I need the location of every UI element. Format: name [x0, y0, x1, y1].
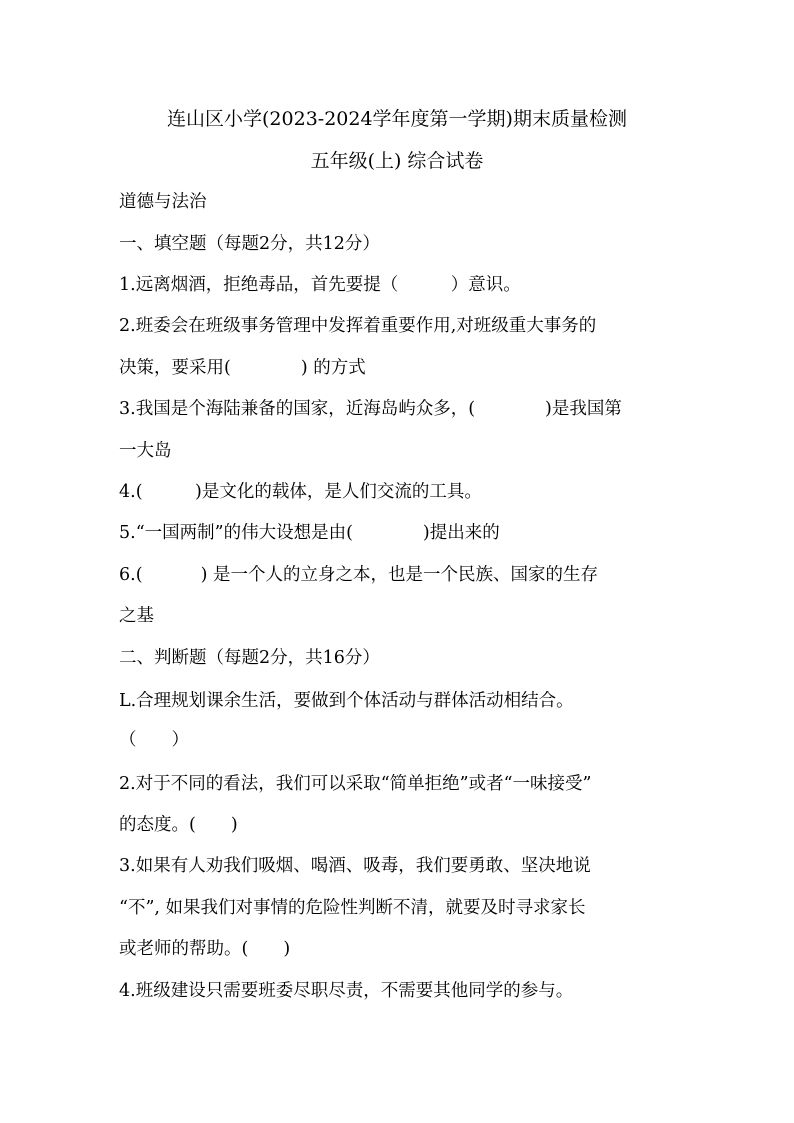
exam-title: 连山区小学(2023-2024学年度第一学期)期末质量检测	[167, 108, 627, 130]
question-6-line-2: 之基	[119, 606, 154, 626]
question-4: 4.( )是文化的载体，是人们交流的工具。	[119, 482, 482, 502]
question-2-line-2: 决策，要采用( ) 的方式	[119, 358, 366, 378]
judgement-2-line-1: 2.对于不同的看法，我们可以采取“简单拒绝”或者“一味接受”	[119, 774, 592, 794]
question-1: 1.远离烟酒，拒绝毒品，首先要提（ ）意识。	[119, 275, 521, 295]
judgement-2-line-2: 的态度。( )	[119, 815, 238, 835]
section-heading-fill-blank: 一、填空题（每题2分，共12分）	[119, 234, 380, 254]
question-2-line-1: 2.班委会在班级事务管理中发挥着重要作用,对班级重大事务的	[119, 316, 597, 336]
judgement-3-line-2: “不”, 如果我们对事情的危险性判断不清，就要及时寻求家长	[119, 898, 586, 918]
question-3-line-1: 3.我国是个海陆兼备的国家，近海岛屿众多，( )是我国第	[119, 399, 622, 419]
judgement-3-line-1: 3.如果有人劝我们吸烟、喝酒、吸毒，我们要勇敢、坚决地说	[119, 856, 591, 876]
subject-heading: 道德与法治	[119, 192, 207, 212]
question-5: 5.“一国两制”的伟大设想是由( )提出来的	[119, 523, 500, 543]
question-3-line-2: 一大岛	[119, 441, 172, 461]
section-heading-true-false: 二、判断题（每题2分，共16分）	[119, 648, 380, 668]
judgement-1-line-1: L.合理规划课余生活，要做到个体活动与群体活动相结合。	[119, 691, 574, 711]
question-6-line-1: 6.( ) 是一个人的立身之本，也是一个民族、国家的生存	[119, 565, 598, 585]
judgement-4-line-1: 4.班级建设只需要班委尽职尽责，不需要其他同学的参与。	[119, 981, 574, 1001]
exam-subtitle: 五年级(上) 综合试卷	[310, 150, 484, 172]
judgement-1-line-2: （ ）	[119, 730, 189, 750]
judgement-3-line-3: 或老师的帮助。( )	[119, 939, 291, 959]
